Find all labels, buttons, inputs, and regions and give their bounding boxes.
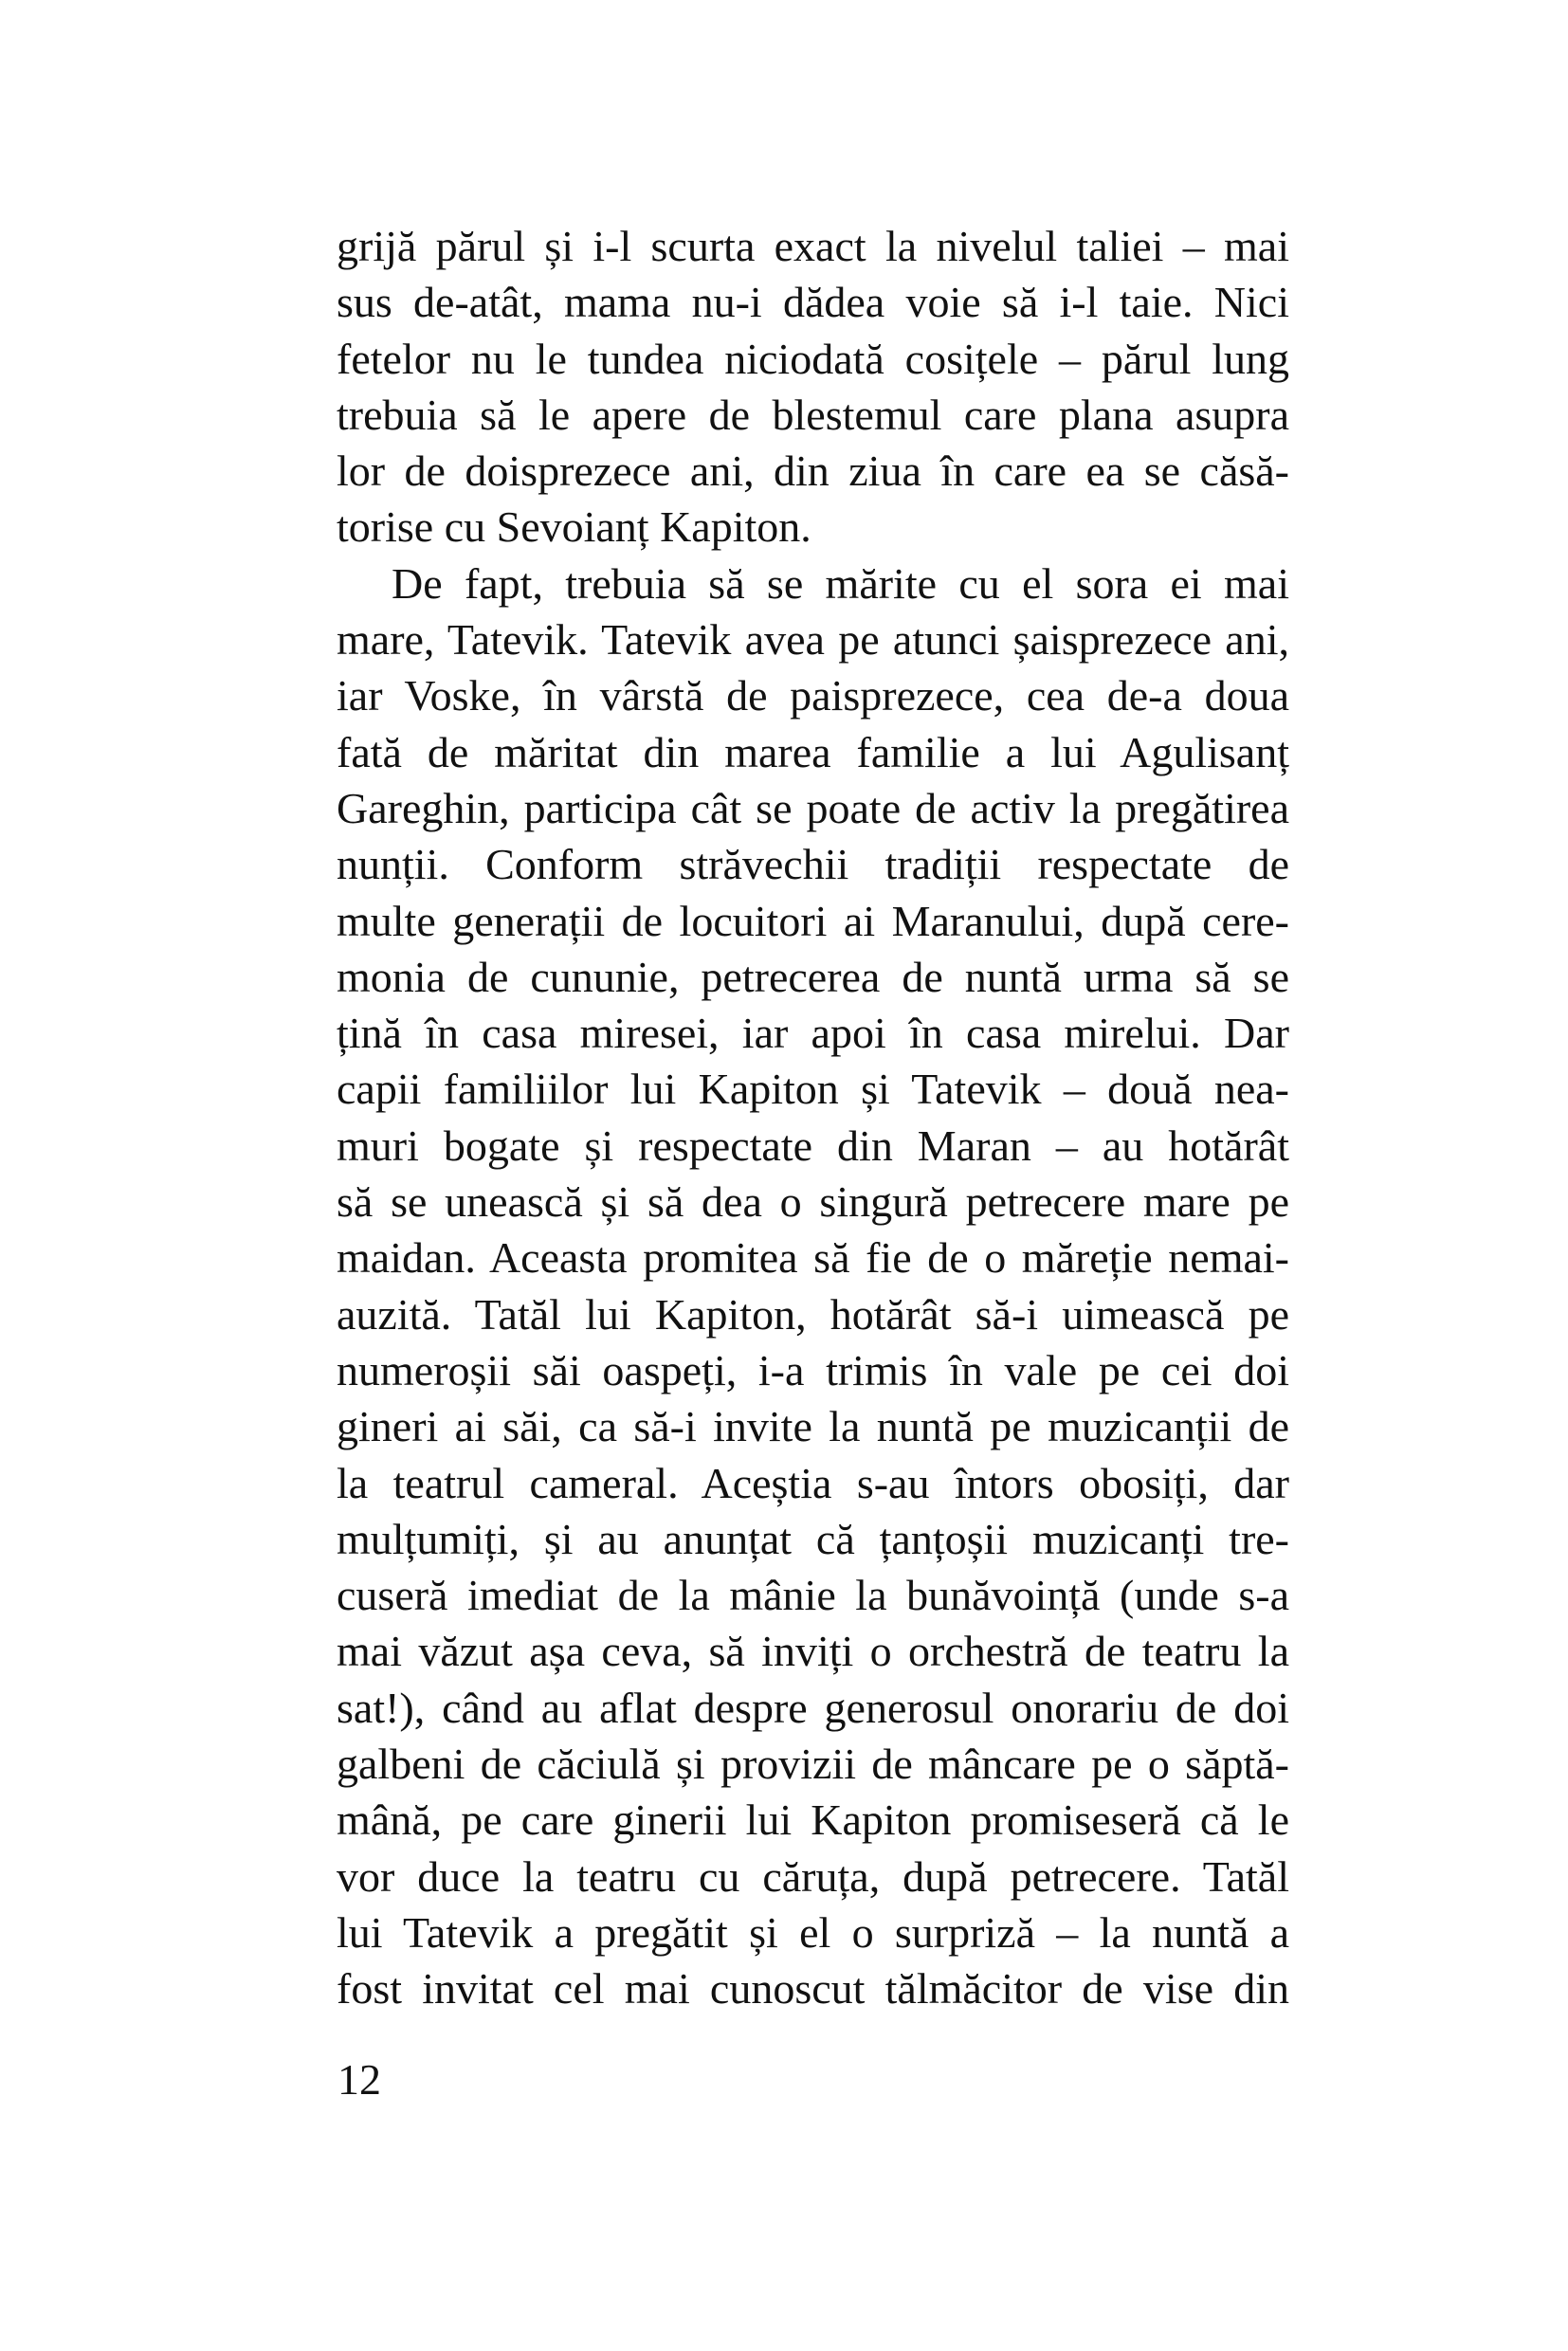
text-line: vor duce la teatru cu căruța, după petrecere. Tatăl [337,1851,1289,1901]
page-number: 12 [337,2055,381,2104]
text-line: mulțumiți, și au anunțat că țanțoșii muzicanți tre- [337,1514,1289,1563]
text-line: să se unească și să dea o singură petrecere mare pe [337,1177,1289,1227]
body-text [337,218,1289,2017]
text-line: nunții. Conform străvechii tradiții respectate de [337,840,1289,889]
text-line: la teatrul cameral. Aceștia s-au întors obosiți, dar [337,1458,1289,1507]
text-line: De fapt, trebuia să se mărite cu el sora ei mai [392,558,1289,608]
text-line: torise cu Sevoianț Kapiton. [337,502,811,552]
text-line: fetelor nu le tundea niciodată cosițele – părul lung [337,334,1289,383]
text-line: lui Tatevik a pregătit și el o surpriză – la nuntă a [337,1907,1289,1957]
text-line: iar Voske, în vârstă de paisprezece, cea de-a doua [337,671,1289,720]
text-line: galbeni de căciulă și provizii de mâncare pe o săptă- [337,1740,1289,1789]
text-line: trebuia să le apere de blestemul care plana asupra [337,390,1289,439]
text-line: numeroșii săi oaspeți, i-a trimis în vale pe cei doi [337,1345,1289,1394]
text-line: fost invitat cel mai cunoscut tălmăcitor de vise din [337,1964,1289,2014]
text-line: capii familiilor lui Kapiton și Tatevik – două nea- [337,1065,1289,1114]
text-line: mână, pe care ginerii lui Kapiton promiseseră că le [337,1795,1289,1845]
text-line: Gareghin, participa cât se poate de activ la pregătirea [337,783,1289,832]
text-line: sus de-atât, mama nu-i dădea voie să i-l taie. Nici [337,278,1289,327]
text-line: lor de doisprezece ani, din ziua în care ea se căsă- [337,447,1289,496]
text-line: fată de măritat din marea familie a lui Agulisanț [337,727,1289,776]
text-line: auzită. Tatăl lui Kapiton, hotărât să-i uimească pe [337,1289,1289,1339]
text-line: multe generații de locuitori ai Maranului, după cere- [337,896,1289,945]
text-line: cuseră imediat de la mânie la bunăvoință (unde s-a [337,1571,1289,1620]
text-line: țină în casa miresei, iar apoi în casa mirelui. Dar [337,1009,1289,1058]
text-line: sat!), când au aflat despre generosul onorariu de doi [337,1683,1289,1732]
text-line: gineri ai săi, ca să-i invite la nuntă pe muzicanții de [337,1402,1289,1451]
text-line: maidan. Aceasta promitea să fie de o măreție nemai- [337,1233,1289,1283]
text-line: muri bogate și respectate din Maran – au hotărât [337,1121,1289,1170]
text-line: grijă părul și i-l scurta exact la nivelul taliei – mai [337,222,1289,270]
text-line: mare, Tatevik. Tatevik avea pe atunci șaisprezece ani, [337,615,1289,665]
text-line: mai văzut așa ceva, să inviți o orchestră de teatru la [337,1627,1289,1676]
text-line: monia de cununie, petrecerea de nuntă urma să se [337,952,1289,1001]
